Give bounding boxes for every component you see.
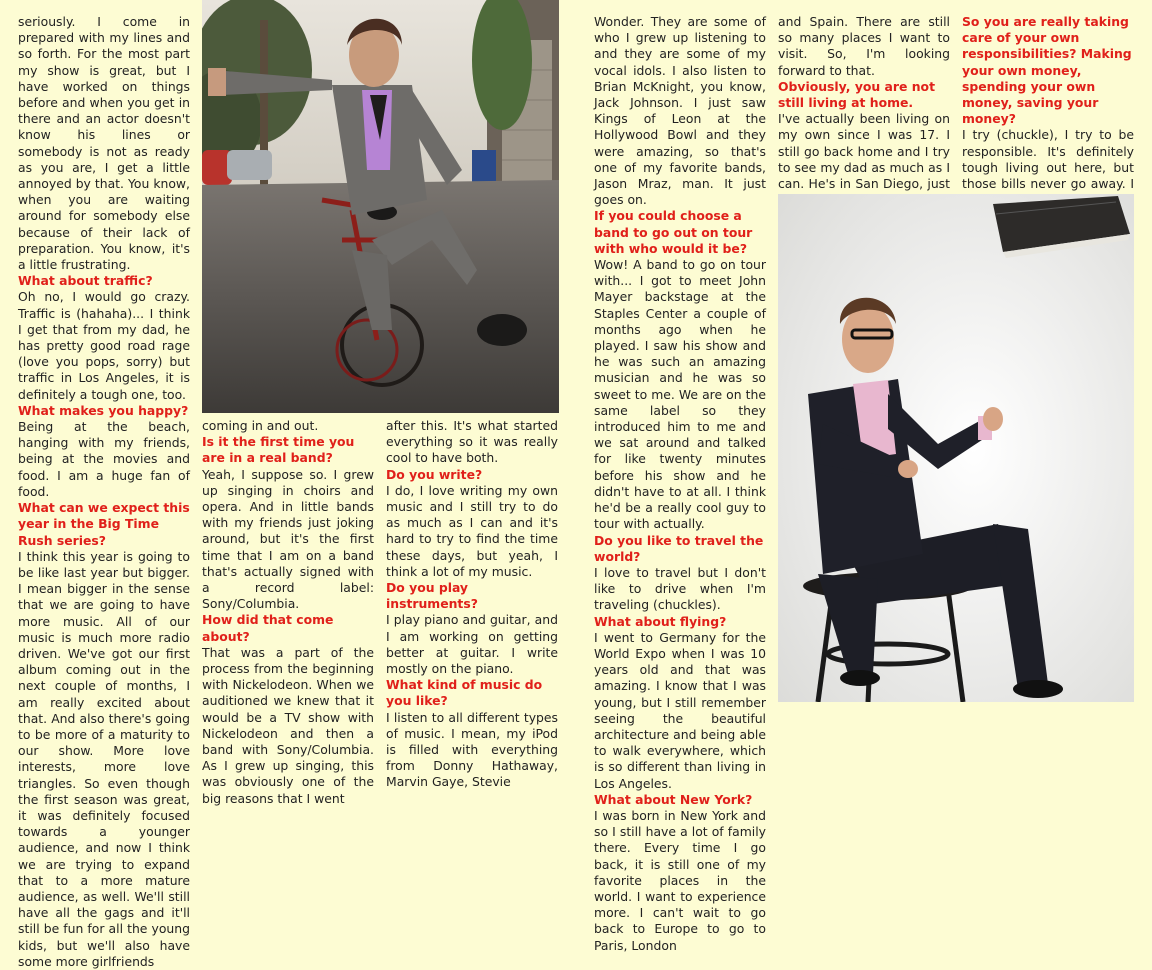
photo-man-on-chair-with-book — [778, 194, 1134, 702]
interview-answer: I've actually been living on my own since I was 17. I still go back home and I try to see my dad as much as I can. He's in San Diego, just — [778, 111, 950, 192]
article-column-1 — [18, 14, 190, 969]
interview-question: What makes you happy? — [18, 402, 189, 418]
interview-question: What about flying? — [594, 613, 727, 629]
interview-answer: after this. It's what started everything so it was really cool to have both. — [386, 418, 558, 466]
article-column-4 — [594, 14, 766, 953]
interview-question: What about traffic? — [18, 273, 153, 289]
interview-question: What kind of music do you like? — [386, 677, 543, 709]
interview-question: Do you play instruments? — [386, 580, 478, 612]
interview-question: How did that come about? — [202, 612, 334, 644]
interview-question: Do you write? — [386, 466, 483, 482]
interview-answer: Wonder. They are some of who I grew up listening to and they are some of my vocal idols. I also listen to Brian McKnight, you know, Jack Johnson. I just saw Kings of Leon at the Hollywood Bowl and they were amazing, so that's one of my favorite bands, Jason Mraz, man. It just goes on. — [594, 14, 766, 208]
photo-man-on-bicycle — [202, 0, 559, 413]
article-column-5 — [778, 14, 950, 194]
interview-question: Is it the first time you are in a real band? — [202, 434, 355, 466]
interview-answer: seriously. I come in prepared with my lines and so forth. For the most part my show is great, but I have worked on things before and when you get in there and an actor doesn't know his lines or somebody is not as ready as you are, I get a little annoyed by that. You know, when you are waiting around for somebody else because of their lack of preparation. You know, it's a little frustrating. — [18, 14, 190, 273]
interview-answer: I was born in New York and so I still have a lot of family there. Every time I go back, it is still one of my favorite places in the world. I want to experience more. I can't wait to go back to Europe to go to Paris, London — [594, 807, 766, 953]
article-column-2 — [202, 418, 374, 806]
interview-answer: Yeah, I suppose so. I grew up singing in choirs and opera. And in little bands with my friends just joking around, but it's the first time that I am on a band that's actually signed with a record label: Sony/Columbia. — [202, 466, 374, 612]
interview-answer: I do, I love writing my own music and I still try to do as much as I can and it's hard to try to find the time these days, but yeah, I think a lot of my music. — [386, 482, 558, 579]
interview-answer: I listen to all different types of music. I mean, my iPod is filled with everything from Donny Hathaway, Marvin Gaye, Stevie — [386, 709, 558, 790]
interview-answer: Oh no, I would go crazy. Traffic is (hahaha)... I think I get that from my dad, he has pretty good road rage (love you pops, sorry) but traffic in Los Angeles, it is definitely a tough one, too. — [18, 289, 190, 402]
interview-question: What about New York? — [594, 791, 753, 807]
interview-question: Do you like to travel the world? — [594, 532, 764, 564]
interview-answer: and Spain. There are still so many places I want to visit. So, I'm looking forward to that. — [778, 14, 950, 78]
interview-answer: I think this year is going to be like last year but bigger. I mean bigger in the sense that we are going to have more music. All of our music is much more radio driven. We've got our first album coming out in the next couple of months, I am really excited about that. And also there's going to be more of a maturity to our show. More love interests, more love triangles. So even though the first season was great, it was definitely focused towards a younger audience, and now I think we are trying to expand that to a more mature audience, as well. We'll still have all the gags and it'll still be fun for all the young kids, but we'll also have some more girlfriends — [18, 548, 190, 969]
interview-answer: Wow! A band to go on tour with... I got to meet John Mayer backstage at the Staples Center a couple of months ago when he played. I saw his show and he was such an amazing musician and he was so sweet to me. We are on the same label so they introduced him to me and we sat around and talked for like twenty minutes before his show and he didn't have to at all. I think he'd be a really cool guy to tour with actually. — [594, 257, 766, 532]
interview-answer: coming in and out. — [202, 418, 319, 433]
interview-answer: I try (chuckle), I try to be responsible. It's definitely tough living out here, but those bills never go away. I — [962, 127, 1134, 192]
interview-question: Obviously, you are not still living at home. — [778, 78, 935, 111]
interview-question: If you could choose a band to go out on tour with who would it be? — [594, 208, 753, 256]
interview-answer: That was a part of the process from the beginning with Nickelodeon. When we auditioned we knew that it would be a TV show with Nickelodeon and then a band with Sony/Columbia. As I grew up singing, this was obviously one of the big reasons that I went — [202, 644, 374, 806]
interview-question: What can we expect this year in the Big Time Rush series? — [18, 500, 190, 548]
interview-question: So you are really taking care of your own responsibilities? Making your own money, spending your own money, saving your money? — [962, 14, 1132, 127]
article-column-3 — [386, 418, 558, 790]
interview-answer: Being at the beach, hanging with my friends, being at the movies and food. I am a huge fan of food. — [18, 419, 190, 499]
article-column-6 — [962, 14, 1134, 194]
interview-answer: I went to Germany for the World Expo when I was 10 years old and that was amazing. I know that I was young, but I still remember seeing the beautiful architecture and being able to walk everywhere, which is so different than living in Los Angeles. — [594, 629, 766, 791]
interview-answer: I love to travel but I don't like to drive when I'm traveling (chuckles). — [594, 564, 766, 613]
interview-answer: I play piano and guitar, and I am working on getting better at guitar. I write mostly on the piano. — [386, 612, 558, 677]
